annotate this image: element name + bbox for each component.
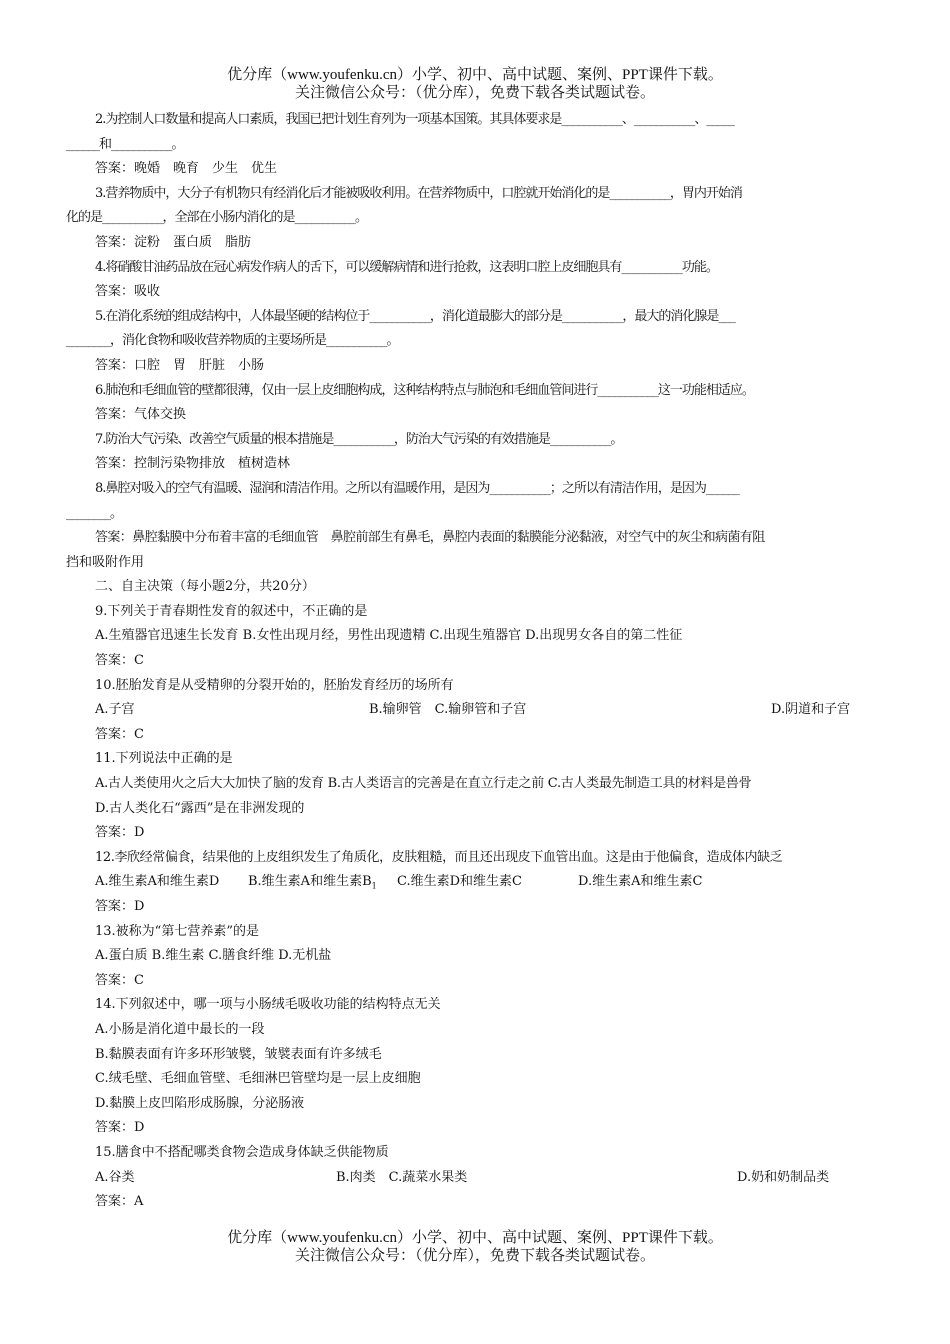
q8-line-1: 8.鼻腔对吸入的空气有温暖、湿润和清洁作用。之所以有温暖作用，是因为___________；之所以有清洁作用，是因为______ bbox=[95, 480, 739, 496]
q12-option-d: D.维生素A和维生素C bbox=[578, 874, 703, 890]
q14-option-c: C.绒毛壁、毛细血管壁、毛细淋巴管壁均是一层上皮细胞 bbox=[95, 1071, 421, 1087]
q3-line-1: 3.营养物质中，大分子有机物只有经消化后才能被吸收利用。在营养物质中，口腔就开始消化的是___________，胃内开始消 bbox=[95, 185, 742, 201]
q14-option-d: D.黏膜上皮凹陷形成肠腺，分泌肠液 bbox=[95, 1095, 305, 1111]
q9-answer: 答案：C bbox=[95, 653, 144, 669]
q15-answer: 答案：A bbox=[95, 1194, 144, 1210]
q6-answer: 答案：气体交换 bbox=[95, 407, 187, 423]
page-header bbox=[0, 66, 950, 102]
q13-stem: 13.被称为“第七营养素”的是 bbox=[95, 923, 259, 939]
section-2-heading: 二、自主决策（每小题2分，共20分） bbox=[95, 579, 315, 595]
q12-answer: 答案：D bbox=[95, 899, 145, 914]
q7-answer: 答案：控制污染物排放 植树造林 bbox=[95, 456, 291, 472]
q12-option-b-text: B.维生素A和维生素B bbox=[248, 874, 372, 890]
q5-line-2: ________，消化食物和吸收营养物质的主要场所是___________。 bbox=[66, 333, 399, 349]
q3-answer: 答案：淀粉 蛋白质 脂肪 bbox=[95, 234, 252, 250]
q14-answer: 答案：D bbox=[95, 1120, 145, 1136]
q10-option-bc: B.输卵管 C.输卵管和子宫 bbox=[369, 702, 527, 718]
q2-line-2: ______和___________。 bbox=[66, 136, 184, 152]
q14-option-b: B.黏膜表面有许多环形皱襞，皱襞表面有许多绒毛 bbox=[95, 1046, 382, 1062]
q10-option-a: A.子宫 bbox=[95, 702, 135, 718]
q12-stem: 12.李欣经常偏食，结果他的上皮组织发生了角质化，皮肤粗糙，而且还出现皮下血管出血。这是由于他偏食，造成体内缺乏 bbox=[95, 849, 783, 865]
q6-line-1: 6.肺泡和毛细血管的壁都很薄，仅由一层上皮细胞构成，这种结构特点与肺泡和毛细血管间进行___________这一功能相适应。 bbox=[95, 382, 754, 398]
q10-option-d: D.阴道和子宫 bbox=[771, 702, 851, 718]
q10-options bbox=[66, 698, 884, 723]
q15-stem: 15.膳食中不搭配哪类食物会造成身体缺乏供能物质 bbox=[95, 1144, 389, 1160]
q11-answer: 答案：D bbox=[95, 825, 145, 841]
q13-answer: 答案：C bbox=[95, 972, 144, 988]
q12-options bbox=[66, 870, 884, 895]
footer-line-2: 关注微信公众号：（优分库），免费下载各类试题试卷。 bbox=[294, 1248, 655, 1264]
q10-stem: 10.胚胎发育是从受精卵的分裂开始的，胚胎发育经历的场所有 bbox=[95, 677, 454, 693]
q12-option-a: A.维生素A和维生素D bbox=[95, 874, 220, 890]
q15-option-bc: B.肉类 C.蔬菜水果类 bbox=[336, 1169, 468, 1185]
q15-options bbox=[66, 1166, 884, 1191]
q15-option-d: D.奶和奶制品类 bbox=[737, 1169, 830, 1185]
footer-line-1: 优分库（www.youfenku.cn）小学、初中、高中试题、案例、PPT课件下载。 bbox=[227, 1230, 723, 1246]
q9-stem: 9.下列关于青春期性发育的叙述中，不正确的是 bbox=[95, 603, 368, 619]
q8-answer-line-2: 挡和吸附作用 bbox=[66, 554, 145, 570]
q15-option-a: A.谷类 bbox=[95, 1169, 135, 1185]
header-line-1: 优分库（www.youfenku.cn）小学、初中、高中试题、案例、PPT课件下载。 bbox=[227, 67, 723, 83]
q7-line-1: 7.防治大气污染、改善空气质量的根本措施是___________，防治大气污染的有效措施是___________。 bbox=[95, 431, 623, 447]
q8-line-2: ________。 bbox=[66, 505, 123, 521]
page-footer bbox=[0, 1229, 950, 1265]
header-line-2: 关注微信公众号：（优分库），免费下载各类试题试卷。 bbox=[294, 85, 655, 101]
q10-answer: 答案：C bbox=[95, 726, 144, 742]
q2-answer: 答案：晚婚 晚育 少生 优生 bbox=[95, 161, 278, 177]
q11-options-line-1: A.古人类使用火之后大大加快了脑的发育 B.古人类语言的完善是在直立行走之前 C.古人类最先制造工具的材料是兽骨 bbox=[95, 776, 752, 792]
q12-option-b bbox=[248, 870, 377, 899]
q5-line-1: 5.在消化系统的组成结构中，人体最坚硬的结构位于___________，消化道最膨大的部分是___________，最大的消化腺是___ bbox=[95, 308, 735, 324]
q12-option-b-subscript: 1 bbox=[371, 882, 377, 891]
q11-stem: 11.下列说法中正确的是 bbox=[95, 751, 233, 767]
q14-option-a: A.小肠是消化道中最长的一段 bbox=[95, 1021, 265, 1037]
q13-options: A.蛋白质 B.维生素 C.膳食纤维 D.无机盐 bbox=[95, 948, 332, 964]
q4-answer: 答案：吸收 bbox=[95, 284, 161, 300]
q11-options-line-2: D.古人类化石“露西”是在非洲发现的 bbox=[95, 800, 305, 816]
q14-stem: 14.下列叙述中，哪一项与小肠绒毛吸收功能的结构特点无关 bbox=[95, 997, 441, 1013]
q4-line-1: 4.将硝酸甘油药品放在冠心病发作病人的舌下，可以缓解病情和进行抢救，这表明口腔上皮细胞具有___________功能。 bbox=[95, 259, 718, 275]
q3-line-2: 化的是___________，全部在小肠内消化的是___________。 bbox=[66, 210, 368, 226]
q2-line-1: 2.为控制人口数量和提高人口素质，我国已把计划生育列为一项基本国策。其具体要求是___________、___________、_____ bbox=[95, 112, 734, 127]
q9-options: A.生殖器官迅速生长发育 B.女性出现月经，男性出现遗精 C.出现生殖器官 D.出现男女各自的第二性征 bbox=[95, 628, 683, 644]
q8-answer-line-1: 答案：鼻腔黏膜中分布着丰富的毛细血管 鼻腔前部生有鼻毛，鼻腔内表面的黏膜能分泌黏液，对空气中的灰尘和病菌有阻 bbox=[95, 530, 765, 546]
q12-option-c: C.维生素D和维生素C bbox=[397, 874, 522, 890]
document-body bbox=[66, 108, 884, 1215]
q5-answer: 答案：口腔 胃 肝脏 小肠 bbox=[95, 357, 265, 373]
